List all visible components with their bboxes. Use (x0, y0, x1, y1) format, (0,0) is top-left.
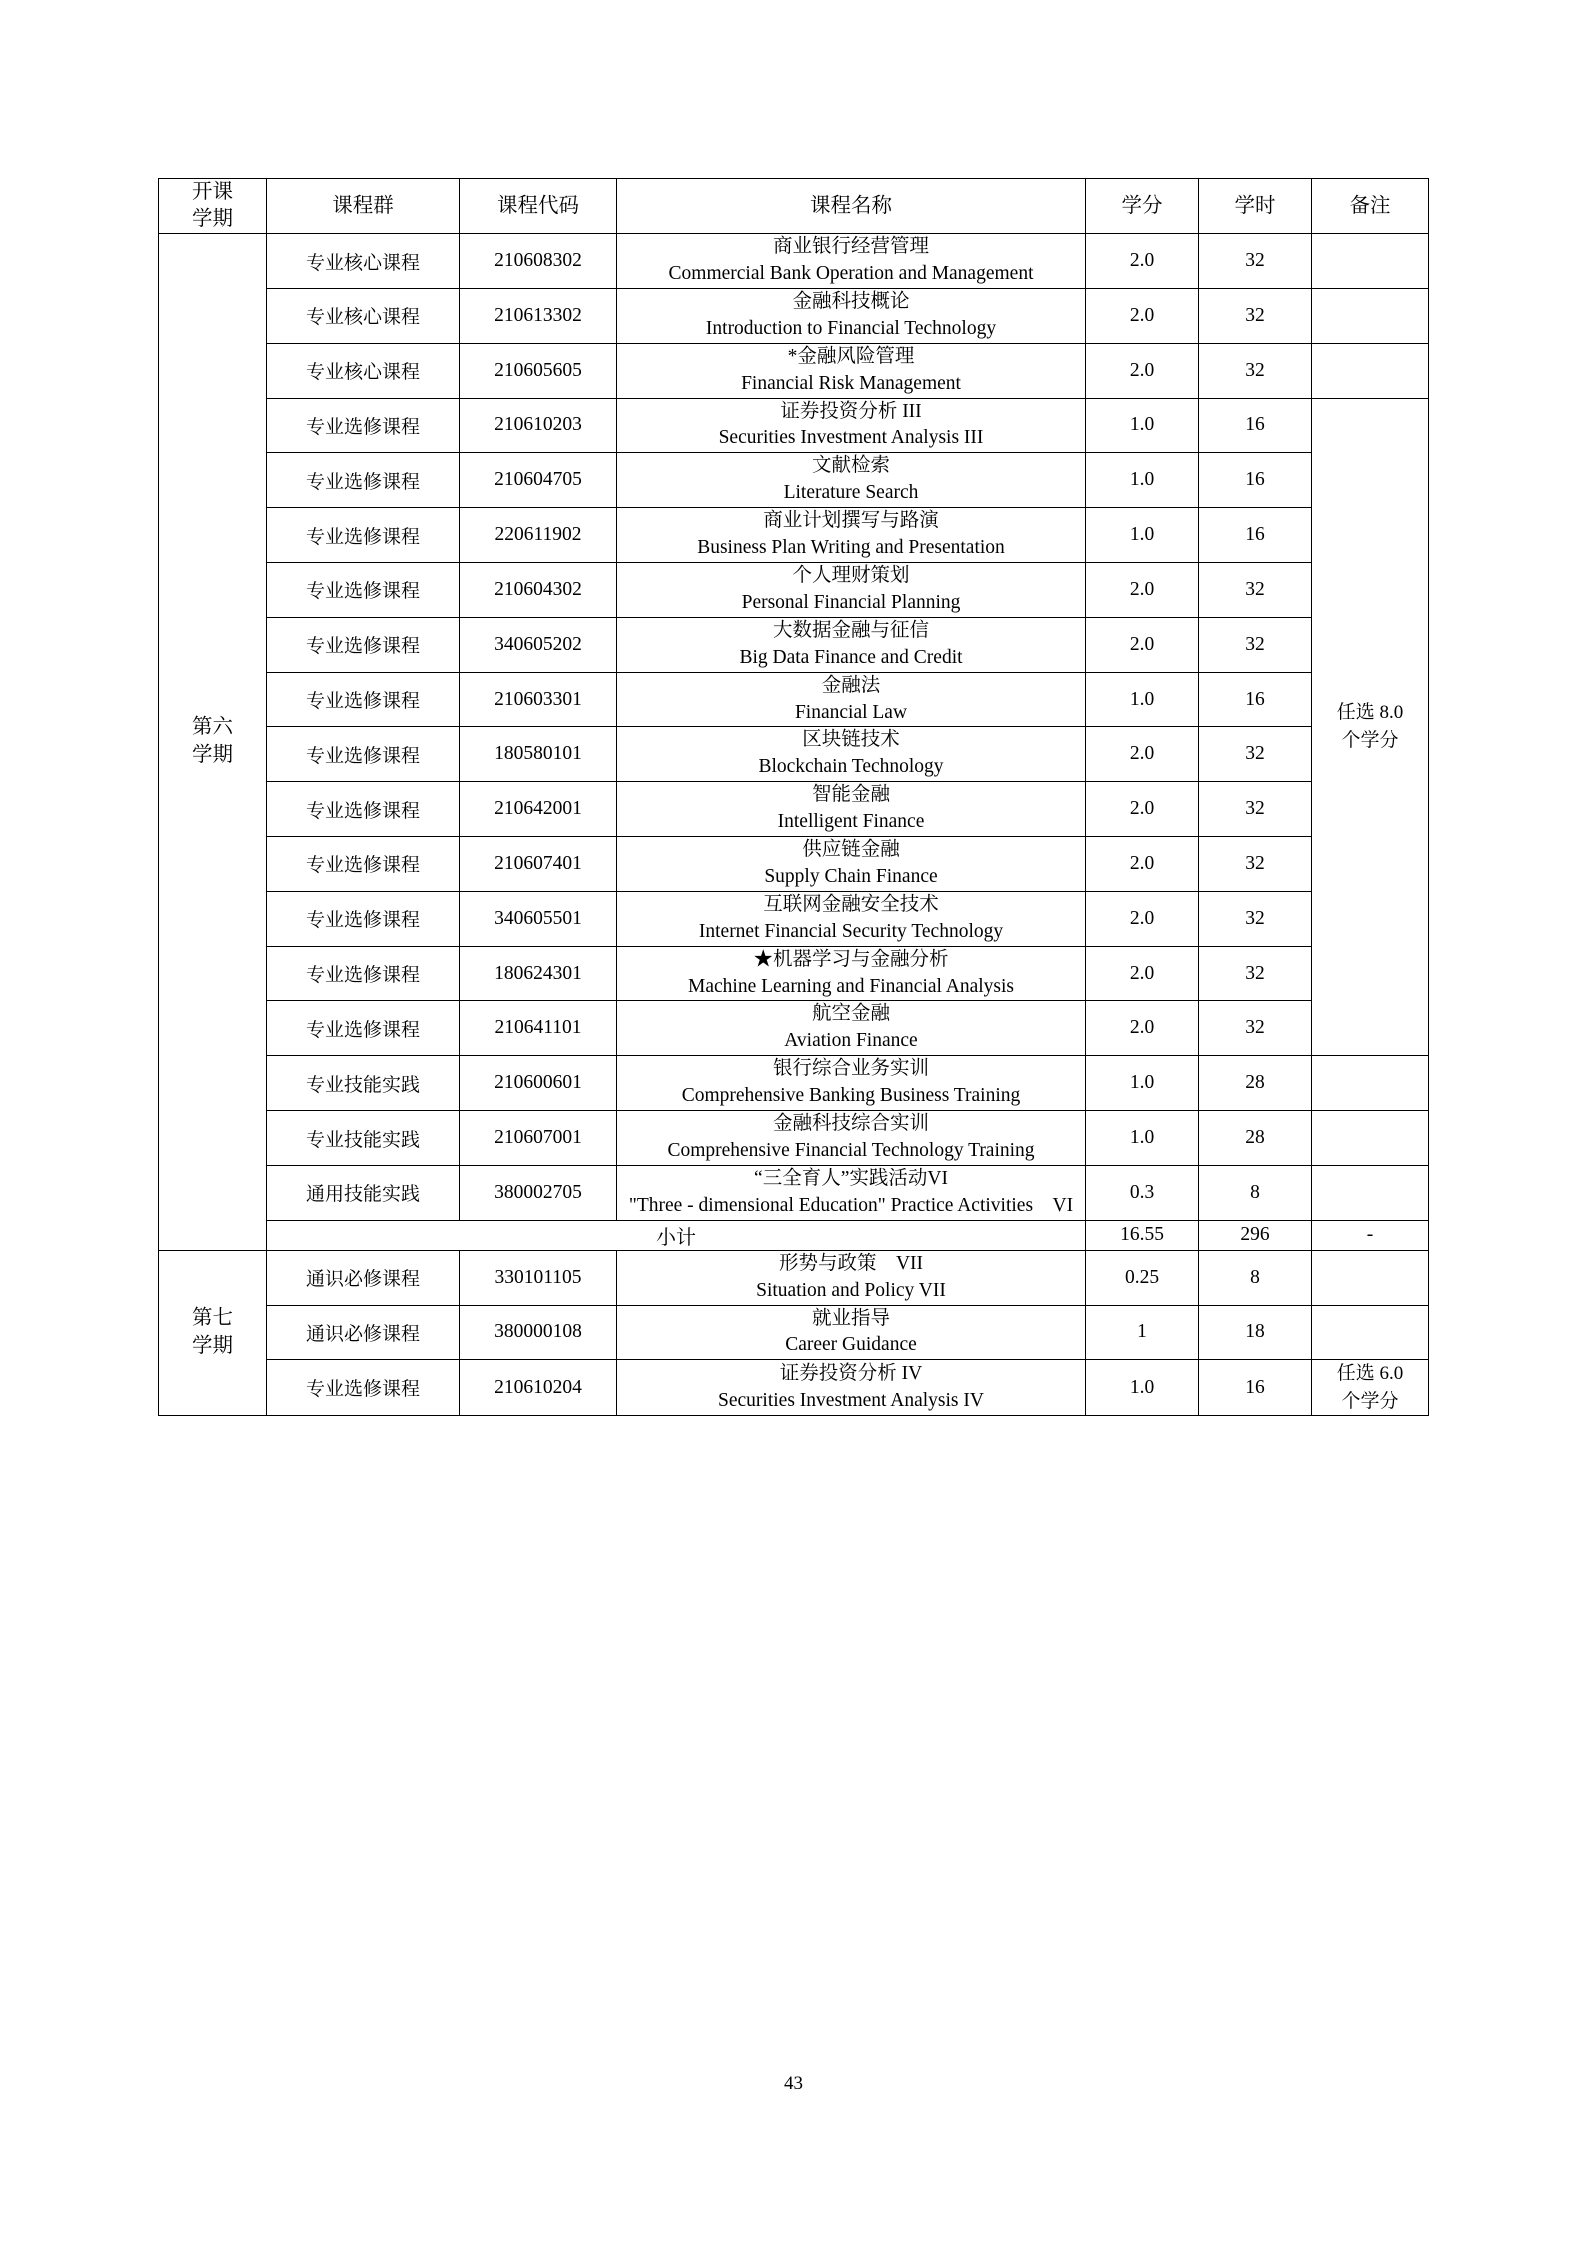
course-code: 210607001 (460, 1111, 617, 1166)
elective-note-line1: 任选 6.0 (1336, 1363, 1404, 1385)
table-row (159, 343, 1429, 398)
course-name (617, 617, 1086, 672)
subtotal-credits: 16.55 (1086, 1220, 1199, 1250)
course-name-cn: 形势与政策 VII (778, 1252, 924, 1274)
course-code: 210605605 (460, 343, 617, 398)
header-course-code: 课程代码 (460, 179, 617, 234)
page-number: 43 (784, 2073, 803, 2094)
course-name-cn: 证券投资分析 III (780, 400, 922, 422)
course-name (617, 1056, 1086, 1111)
table-row (159, 891, 1429, 946)
table-row (159, 617, 1429, 672)
curriculum-table-container (158, 178, 1428, 1416)
table-row (159, 782, 1429, 837)
course-name-cn: 商业计划撰写与路演 (763, 510, 939, 532)
course-code: 180580101 (460, 727, 617, 782)
course-name (617, 782, 1086, 837)
course-remark (1312, 1305, 1429, 1360)
semester-label-line1: 第七 (192, 1307, 233, 1330)
course-hours: 32 (1199, 946, 1312, 1001)
course-name-en: Securities Investment Analysis III (718, 427, 984, 449)
course-name-cn: 互联网金融安全技术 (763, 893, 939, 915)
table-row (159, 946, 1429, 1001)
course-hours: 32 (1199, 782, 1312, 837)
course-remark (1312, 234, 1429, 289)
course-name (617, 727, 1086, 782)
course-name-cn: 航空金融 (811, 1003, 890, 1025)
course-name-cn: 商业银行经营管理 (772, 236, 929, 258)
course-name-cn: “三全育人”实践活动VI (754, 1167, 948, 1189)
course-code: 210610204 (460, 1360, 617, 1416)
course-name-en: Business Plan Writing and Presentation (697, 537, 1005, 559)
course-remark (1312, 343, 1429, 398)
course-name-en: Personal Financial Planning (741, 591, 961, 613)
course-remark (1312, 1165, 1429, 1220)
header-remark: 备注 (1312, 179, 1429, 234)
course-name-cn: 证券投资分析 IV (779, 1362, 923, 1384)
course-group: 通识必修课程 (267, 1250, 460, 1305)
semester-label-line1: 第六 (192, 716, 233, 739)
semester-label-cell (159, 234, 267, 1251)
header-hours: 学时 (1199, 179, 1312, 234)
course-credits: 2.0 (1086, 837, 1199, 892)
elective-note-cell (1312, 398, 1429, 1056)
course-name-en: Introduction to Financial Technology (705, 317, 997, 339)
course-name-cn: 个人理财策划 (792, 564, 910, 586)
course-group: 专业选修课程 (267, 1360, 460, 1416)
course-credits: 1.0 (1086, 1056, 1199, 1111)
course-code: 220611902 (460, 508, 617, 563)
course-credits: 2.0 (1086, 343, 1199, 398)
table-row (159, 1165, 1429, 1220)
header-credits: 学分 (1086, 179, 1199, 234)
course-credits: 0.3 (1086, 1165, 1199, 1220)
elective-note-line1: 任选 8.0 (1336, 702, 1404, 724)
course-name (617, 562, 1086, 617)
course-group: 专业选修课程 (267, 727, 460, 782)
table-row (159, 727, 1429, 782)
course-credits: 2.0 (1086, 562, 1199, 617)
course-name-en: Comprehensive Banking Business Training (681, 1085, 1021, 1107)
course-name-en: Financial Risk Management (741, 372, 961, 394)
course-name (617, 508, 1086, 563)
course-name-cn: 金融法 (821, 674, 881, 696)
course-name-en: Financial Law (794, 701, 908, 723)
header-semester-line2: 学期 (192, 208, 233, 231)
course-code: 340605202 (460, 617, 617, 672)
course-hours: 28 (1199, 1111, 1312, 1166)
course-group: 专业选修课程 (267, 508, 460, 563)
table-row (159, 672, 1429, 727)
table-row (159, 1360, 1429, 1416)
course-hours: 32 (1199, 727, 1312, 782)
course-name-cn: 金融科技综合实训 (772, 1113, 929, 1135)
course-group: 通用技能实践 (267, 1165, 460, 1220)
course-remark (1312, 1111, 1429, 1166)
course-credits: 2.0 (1086, 727, 1199, 782)
table-row (159, 234, 1429, 289)
course-group: 专业选修课程 (267, 562, 460, 617)
course-name-cn: *金融风险管理 (787, 345, 915, 367)
course-group: 专业技能实践 (267, 1056, 460, 1111)
header-course-group: 课程群 (267, 179, 460, 234)
course-hours: 16 (1199, 508, 1312, 563)
course-group: 专业技能实践 (267, 1111, 460, 1166)
course-name (617, 1165, 1086, 1220)
course-name-en: Internet Financial Security Technology (698, 920, 1004, 942)
course-code: 210600601 (460, 1056, 617, 1111)
course-hours: 18 (1199, 1305, 1312, 1360)
course-name-cn: 金融科技概论 (792, 290, 910, 312)
course-code: 340605501 (460, 891, 617, 946)
course-remark (1312, 288, 1429, 343)
course-code: 210641101 (460, 1001, 617, 1056)
course-credits: 1.0 (1086, 1111, 1199, 1166)
course-name-en: Career Guidance (785, 1334, 917, 1356)
course-name-en: "Three - dimensional Education" Practice Activities VI (628, 1194, 1074, 1216)
table-row (159, 1305, 1429, 1360)
course-credits: 2.0 (1086, 782, 1199, 837)
course-credits: 1.0 (1086, 1360, 1199, 1416)
course-name-en: Commercial Bank Operation and Management (668, 263, 1034, 284)
course-credits: 1.0 (1086, 508, 1199, 563)
course-name (617, 398, 1086, 453)
course-group: 专业选修课程 (267, 946, 460, 1001)
course-hours: 16 (1199, 672, 1312, 727)
header-semester-line1: 开课 (192, 181, 233, 203)
course-name-cn: 智能金融 (811, 784, 890, 806)
table-row (159, 1056, 1429, 1111)
course-name (617, 1305, 1086, 1360)
course-remark (1312, 1056, 1429, 1111)
course-name (617, 1250, 1086, 1305)
table-row (159, 1111, 1429, 1166)
course-hours: 32 (1199, 617, 1312, 672)
course-hours: 8 (1199, 1250, 1312, 1305)
course-code: 210608302 (460, 234, 617, 289)
header-course-name: 课程名称 (617, 179, 1086, 234)
course-hours: 32 (1199, 891, 1312, 946)
course-name-en: Blockchain Technology (758, 756, 944, 778)
course-code: 210613302 (460, 288, 617, 343)
course-name-cn: 区块链技术 (802, 729, 900, 751)
elective-note-cell (1312, 1360, 1429, 1416)
table-row (159, 398, 1429, 453)
course-code: 210604302 (460, 562, 617, 617)
course-name-cn: 银行综合业务实训 (772, 1058, 929, 1080)
course-group: 通识必修课程 (267, 1305, 460, 1360)
course-code: 210642001 (460, 782, 617, 837)
semester-label-line2: 学期 (192, 743, 233, 766)
subtotal-hours: 296 (1199, 1220, 1312, 1250)
course-code: 330101105 (460, 1250, 617, 1305)
course-credits: 2.0 (1086, 946, 1199, 1001)
table-row (159, 562, 1429, 617)
semester-label-cell (159, 1250, 267, 1416)
course-hours: 16 (1199, 1360, 1312, 1416)
course-name (617, 1111, 1086, 1166)
table-row (159, 1250, 1429, 1305)
course-code: 380002705 (460, 1165, 617, 1220)
course-name-cn: ★机器学习与金融分析 (753, 948, 949, 970)
subtotal-row (159, 1220, 1429, 1250)
course-hours: 28 (1199, 1056, 1312, 1111)
course-name-en: Big Data Finance and Credit (739, 646, 963, 668)
course-credits: 2.0 (1086, 234, 1199, 289)
course-group: 专业选修课程 (267, 398, 460, 453)
course-name (617, 891, 1086, 946)
course-hours: 32 (1199, 562, 1312, 617)
course-name-cn: 供应链金融 (802, 839, 900, 861)
course-code: 210607401 (460, 837, 617, 892)
subtotal-remark: - (1312, 1220, 1429, 1250)
course-credits: 1 (1086, 1305, 1199, 1360)
table-row (159, 453, 1429, 508)
course-credits: 2.0 (1086, 891, 1199, 946)
course-hours: 32 (1199, 1001, 1312, 1056)
table-row (159, 288, 1429, 343)
elective-note-line2: 个学分 (1341, 1390, 1399, 1412)
course-hours: 32 (1199, 837, 1312, 892)
course-credits: 1.0 (1086, 672, 1199, 727)
course-credits: 0.25 (1086, 1250, 1199, 1305)
course-hours: 8 (1199, 1165, 1312, 1220)
course-name-en: Literature Search (783, 482, 919, 504)
course-name-en: Securities Investment Analysis IV (718, 1389, 984, 1411)
course-hours: 32 (1199, 343, 1312, 398)
table-row (159, 508, 1429, 563)
table-header-row (159, 179, 1429, 234)
course-group: 专业选修课程 (267, 1001, 460, 1056)
course-credits: 2.0 (1086, 1001, 1199, 1056)
course-name-en: Machine Learning and Financial Analysis (688, 975, 1014, 997)
course-name (617, 1001, 1086, 1056)
course-name (617, 343, 1086, 398)
course-name-en: Supply Chain Finance (764, 865, 938, 887)
course-group: 专业选修课程 (267, 453, 460, 508)
course-name-cn: 就业指导 (811, 1307, 890, 1329)
course-name (617, 453, 1086, 508)
course-credits: 1.0 (1086, 453, 1199, 508)
course-name-en: Situation and Policy VII (756, 1279, 946, 1301)
course-code: 380000108 (460, 1305, 617, 1360)
course-group: 专业核心课程 (267, 288, 460, 343)
course-credits: 1.0 (1086, 398, 1199, 453)
course-code: 210604705 (460, 453, 617, 508)
course-credits: 2.0 (1086, 288, 1199, 343)
course-name (617, 288, 1086, 343)
course-group: 专业选修课程 (267, 782, 460, 837)
course-remark (1312, 1250, 1429, 1305)
course-name-en: Intelligent Finance (777, 811, 925, 833)
course-group: 专业核心课程 (267, 343, 460, 398)
course-code: 210610203 (460, 398, 617, 453)
elective-note-line2: 个学分 (1341, 729, 1399, 751)
course-hours: 16 (1199, 398, 1312, 453)
course-hours: 16 (1199, 453, 1312, 508)
course-name (617, 837, 1086, 892)
table-row (159, 1001, 1429, 1056)
course-name (617, 1360, 1086, 1416)
curriculum-table (158, 178, 1429, 1416)
subtotal-label: 小计 (267, 1220, 1086, 1250)
course-group: 专业核心课程 (267, 234, 460, 289)
semester-label-line2: 学期 (192, 1335, 233, 1358)
course-credits: 2.0 (1086, 617, 1199, 672)
course-group: 专业选修课程 (267, 837, 460, 892)
course-hours: 32 (1199, 288, 1312, 343)
course-code: 180624301 (460, 946, 617, 1001)
course-group: 专业选修课程 (267, 617, 460, 672)
course-name (617, 672, 1086, 727)
course-group: 专业选修课程 (267, 891, 460, 946)
course-name-en: Aviation Finance (784, 1030, 918, 1052)
course-hours: 32 (1199, 234, 1312, 289)
course-code: 210603301 (460, 672, 617, 727)
table-row (159, 837, 1429, 892)
course-group: 专业选修课程 (267, 672, 460, 727)
course-name-en: Comprehensive Financial Technology Training (667, 1140, 1035, 1161)
course-name-cn: 大数据金融与征信 (772, 619, 929, 641)
course-name (617, 946, 1086, 1001)
course-name (617, 234, 1086, 289)
course-name-cn: 文献检索 (811, 455, 890, 477)
header-semester (159, 179, 267, 234)
